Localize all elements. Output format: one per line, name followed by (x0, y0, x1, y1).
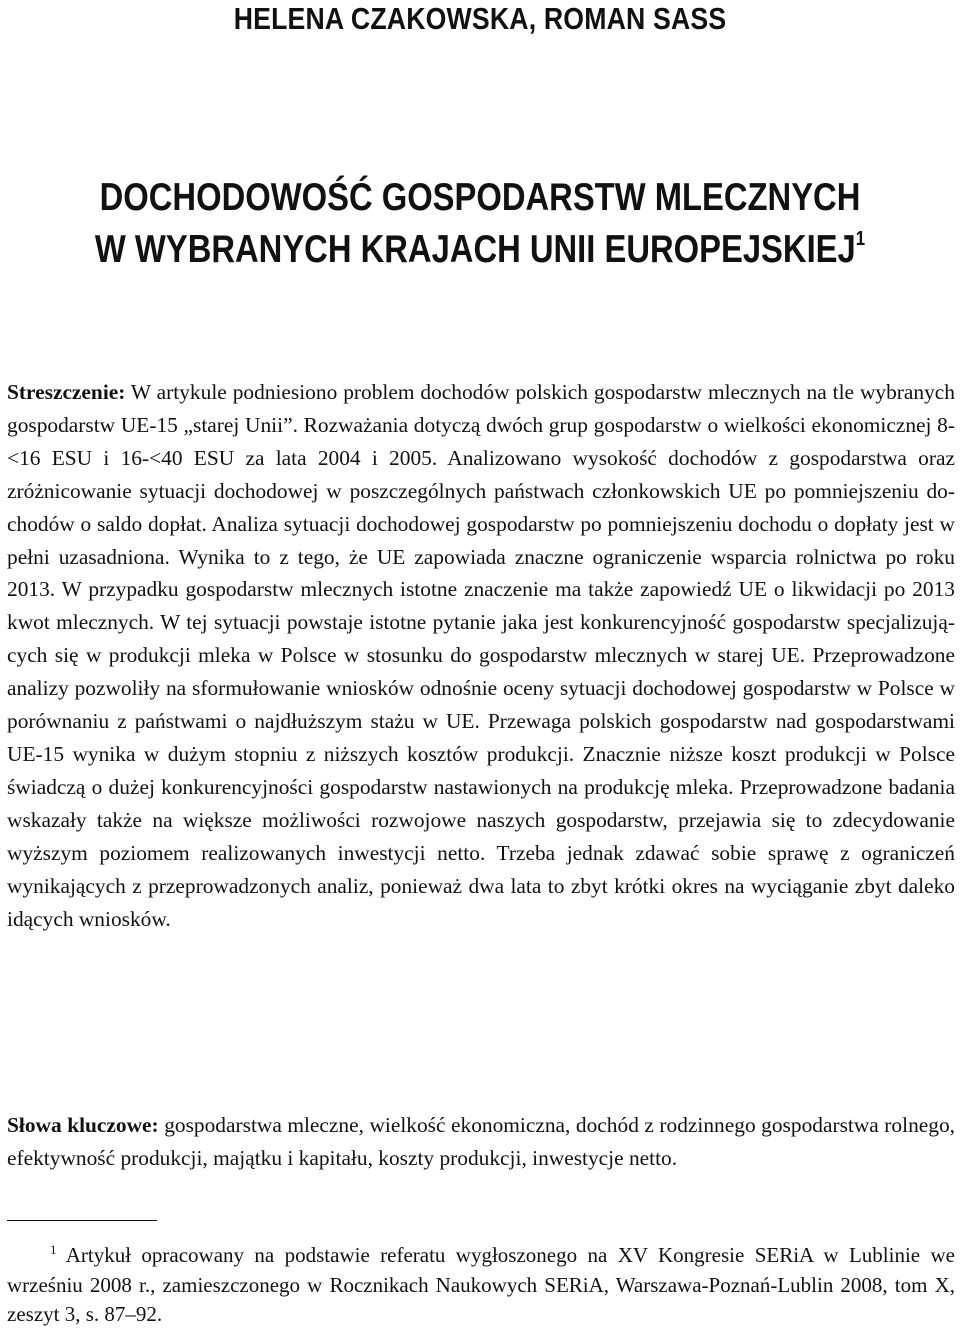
keywords-text: gospodarstwa mleczne, wielkość ekonomiczna, dochód z rodzinnego gospodarstwa rolnego, efektywność produkcji, majątku i kapitału, koszty produkcji, inwestycje netto. (7, 1113, 955, 1170)
authors-heading: HELENA CZAKOWSKA, ROMAN SASS (233, 1, 727, 36)
abstract-label: Streszczenie: (7, 380, 126, 404)
abstract-paragraph (7, 376, 955, 935)
footnote (7, 1241, 955, 1330)
footnote-text: Artykuł opracowany na podstawie referatu wygłoszonego na XV Kongresie SERiA w Lublinie we wrześniu 2008 r., zamieszczonego w Rocznikach Naukowych SERiA, Warszawa-Poznań-Lublin 2008, tom X, zeszyt 3, s. 87–92. (7, 1243, 955, 1326)
footnote-divider (7, 1220, 157, 1221)
article-title (77, 172, 883, 276)
keywords-label: Słowa kluczowe: (7, 1113, 159, 1137)
title-line-2-text: W WYBRANYCH KRAJACH UNII EUROPEJSKIEJ (94, 228, 856, 271)
keywords-paragraph (7, 1109, 955, 1175)
footnote-marker: 1 (50, 1242, 57, 1257)
abstract-text: W artykule podniesiono problem dochodów polskich gospodarstw mlecznych na tle wybranych gospodarstw UE-15 „starej Unii”. Rozważania dotyczą dwóch grup gospodarstw o wielkości ekonomicznej 8-<16 ESU i 16-<40 ESU za lata 2004 i 2005. Analizowano wysokość dochodów z gospodarstwa oraz zróżnicowanie sytuacji dochodowej w poszczególnych państwach członkowskich UE po pomniejszeniu dochodów o saldo dopłat. Analiza sytuacji dochodowej gospodarstw po pomniejszeniu dochodu o dopłaty jest w pełni uzasadniona. Wynika to z tego, że UE zapowiada znaczne ograniczenie wsparcia rolnictwa po roku 2013. W przypadku gospodarstw mlecznych istotne znaczenie ma także zapowiedź UE o likwidacji po 2013 kwot mlecznych. W tej sytuacji powstaje istotne pytanie jaka jest konkurencyjność gospodarstw specjalizujących się w produkcji mleka w Polsce w stosunku do gospodarstw mlecznych w starej UE. Przeprowadzone analizy pozwoliły na sformułowanie wniosków odnośnie oceny sytuacji dochodowej gospodarstw w Polsce w porównaniu z państwami o najdłuższym stażu w UE. Przewaga polskich gospodarstw nad gospodarstwami UE-15 wynika w dużym stopniu z niższych kosztów produkcji. Znacznie niższe koszt produkcji w Polsce świadczą o dużej konkurencyjności gospodarstw nastawionych na produkcję mleka. Przeprowadzone badania wskazały także na większe możliwości rozwojowe naszych gospodarstw, przejawia się to zdecydowanie wyższym poziomem realizowanych inwestycji netto. Trzeba jednak zdawać sobie sprawę z ograniczeń wynikających z przeprowadzonych analiz, ponieważ dwa lata to zbyt krótki okres na wyciąganie zbyt daleko idących wniosków. (7, 380, 955, 931)
title-line-1: DOCHODOWOŚĆ GOSPODARSTW MLECZNYCH (99, 176, 861, 219)
title-footnote-marker: 1 (855, 228, 866, 250)
title-line-2 (77, 224, 883, 276)
